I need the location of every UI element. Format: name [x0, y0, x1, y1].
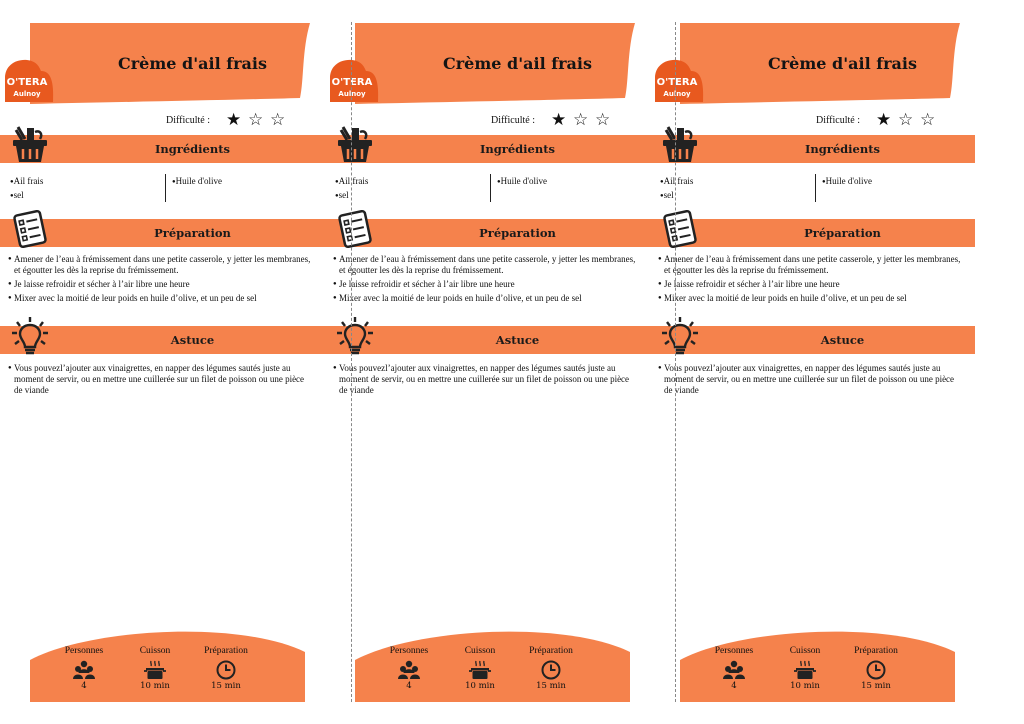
persons-label: Personnes [714, 646, 754, 656]
svg-text:O'TERA: O'TERA [331, 77, 373, 88]
pot-icon [794, 660, 816, 680]
recipe-title: Crème d'ail frais [768, 54, 917, 73]
cooking-value: 10 min [140, 681, 170, 691]
column-divider [165, 174, 166, 202]
svg-text:Aulnoy: Aulnoy [338, 90, 366, 98]
preparation-time-value: 15 min [861, 681, 891, 691]
star-filled-icon: ★ [551, 110, 567, 130]
list-item: ● Vous pouvezl’ajouter aux vinaigrettes, en napper des légumes sautés juste au moment de servir, ou en mettre une cuillerée sur un filet de poisson ou une pièce de viande [658, 363, 955, 395]
cooking-info [765, 645, 845, 691]
recipe-title: Crème d'ail frais [443, 54, 592, 73]
list-item: ● Mixer avec la moitié de leur poids en huile d’olive, et un peu de sel [8, 293, 257, 303]
ingredients-header [650, 135, 975, 163]
clock-icon [865, 660, 887, 680]
preparation-time-info [186, 645, 266, 691]
svg-text:Aulnoy: Aulnoy [13, 90, 41, 98]
ingredient-list [660, 174, 970, 210]
clock-icon [540, 660, 562, 680]
list-item: ● Mixer avec la moitié de leur poids en huile d’olive, et un peu de sel [658, 293, 907, 303]
list-item: ● Amener de l’eau à frémissement dans une petite casserole, y jetter les membranes, et égoutter les dès la reprise du frémissement. [8, 254, 311, 275]
ingredients-header [0, 135, 325, 163]
star-empty-icon: ☆ [270, 110, 286, 130]
cooking-info [115, 645, 195, 691]
cooking-value: 10 min [465, 681, 495, 691]
otera-logo [328, 58, 380, 104]
preparation-steps [658, 254, 963, 307]
list-item: ●sel [335, 190, 349, 200]
ingredients-header [325, 135, 650, 163]
checklist-icon [10, 209, 50, 249]
preparation-header [0, 219, 325, 247]
list-item: ● Mixer avec la moitié de leur poids en huile d’olive, et un peu de sel [333, 293, 582, 303]
list-item: ● Je laisse refroidir et sécher à l’air libre une heure [658, 279, 840, 289]
star-empty-icon: ☆ [898, 110, 914, 130]
list-item: ●Huile d'olive [497, 176, 547, 186]
list-item: ● Vous pouvezl’ajouter aux vinaigrettes, en napper des légumes sautés juste au moment de servir, ou en mettre une cuillerée sur un filet de poisson ou une pièce de viande [333, 363, 630, 395]
difficulty-label: Difficulté : [166, 115, 210, 126]
tip-header [325, 326, 650, 354]
star-empty-icon: ☆ [595, 110, 611, 130]
persons-label: Personnes [389, 646, 429, 656]
pot-icon [144, 660, 166, 680]
list-item: ●sel [10, 190, 24, 200]
preparation-time-value: 15 min [211, 681, 241, 691]
tip-title: Astuce [495, 333, 540, 347]
cooking-value: 10 min [790, 681, 820, 691]
people-icon [73, 660, 95, 680]
otera-logo [653, 58, 705, 104]
cooking-label: Cuisson [139, 646, 171, 656]
persons-info [369, 645, 449, 691]
recipe-card [0, 0, 325, 724]
tip-list [8, 363, 313, 399]
list-item: ●Ail frais [10, 176, 44, 186]
lightbulb-icon [10, 316, 50, 356]
people-icon [398, 660, 420, 680]
basket-icon [335, 125, 375, 165]
tip-header [0, 326, 325, 354]
recipe-card [325, 0, 650, 724]
otera-logo [3, 58, 55, 104]
lightbulb-icon [335, 316, 375, 356]
people-icon [723, 660, 745, 680]
list-item: ●Ail frais [660, 176, 694, 186]
persons-value: 4 [731, 681, 737, 691]
lightbulb-icon [660, 316, 700, 356]
star-filled-icon: ★ [226, 110, 242, 130]
clock-icon [215, 660, 237, 680]
persons-value: 4 [406, 681, 412, 691]
list-item: ● Je laisse refroidir et sécher à l’air libre une heure [8, 279, 190, 289]
tip-header [650, 326, 975, 354]
preparation-title: Préparation [804, 226, 881, 240]
list-item: ●Ail frais [335, 176, 369, 186]
preparation-title: Préparation [154, 226, 231, 240]
cooking-info [440, 645, 520, 691]
persons-label: Personnes [64, 646, 104, 656]
list-item: ●Huile d'olive [822, 176, 872, 186]
column-divider [490, 174, 491, 202]
preparation-title: Préparation [479, 226, 556, 240]
preparation-header [650, 219, 975, 247]
svg-text:Aulnoy: Aulnoy [663, 90, 691, 98]
preparation-time-label: Préparation [529, 646, 573, 656]
checklist-icon [335, 209, 375, 249]
star-empty-icon: ☆ [573, 110, 589, 130]
column-divider [815, 174, 816, 202]
preparation-time-info [511, 645, 591, 691]
checklist-icon [660, 209, 700, 249]
tip-title: Astuce [820, 333, 865, 347]
svg-text:O'TERA: O'TERA [656, 77, 698, 88]
persons-value: 4 [81, 681, 87, 691]
star-filled-icon: ★ [876, 110, 892, 130]
list-item: ●Huile d'olive [172, 176, 222, 186]
persons-info [44, 645, 124, 691]
preparation-time-info [836, 645, 916, 691]
preparation-steps [8, 254, 313, 307]
list-item: ● Vous pouvezl’ajouter aux vinaigrettes, en napper des légumes sautés juste au moment de servir, ou en mettre une cuillerée sur un filet de poisson ou une pièce de viande [8, 363, 305, 395]
difficulty-label: Difficulté : [816, 115, 860, 126]
ingredient-list [10, 174, 320, 210]
star-empty-icon: ☆ [248, 110, 264, 130]
tip-list [333, 363, 638, 399]
persons-info [694, 645, 774, 691]
preparation-header [325, 219, 650, 247]
cut-line [351, 22, 352, 702]
star-empty-icon: ☆ [920, 110, 936, 130]
basket-icon [660, 125, 700, 165]
tip-list [658, 363, 963, 399]
svg-text:O'TERA: O'TERA [6, 77, 48, 88]
recipe-title: Crème d'ail frais [118, 54, 267, 73]
pot-icon [469, 660, 491, 680]
recipe-card [650, 0, 975, 724]
ingredients-title: Ingrédients [154, 142, 231, 156]
list-item: ● Je laisse refroidir et sécher à l’air libre une heure [333, 279, 515, 289]
preparation-time-label: Préparation [204, 646, 248, 656]
cooking-label: Cuisson [789, 646, 821, 656]
cut-line [675, 22, 676, 702]
ingredient-list [335, 174, 645, 210]
ingredients-title: Ingrédients [804, 142, 881, 156]
list-item: ●sel [660, 190, 674, 200]
preparation-time-label: Préparation [854, 646, 898, 656]
cooking-label: Cuisson [464, 646, 496, 656]
tip-title: Astuce [170, 333, 215, 347]
difficulty-label: Difficulté : [491, 115, 535, 126]
list-item: ● Amener de l’eau à frémissement dans une petite casserole, y jetter les membranes, et égoutter les dès la reprise du frémissement. [333, 254, 636, 275]
basket-icon [10, 125, 50, 165]
list-item: ● Amener de l’eau à frémissement dans une petite casserole, y jetter les membranes, et égoutter les dès la reprise du frémissement. [658, 254, 961, 275]
ingredients-title: Ingrédients [479, 142, 556, 156]
preparation-steps [333, 254, 638, 307]
preparation-time-value: 15 min [536, 681, 566, 691]
